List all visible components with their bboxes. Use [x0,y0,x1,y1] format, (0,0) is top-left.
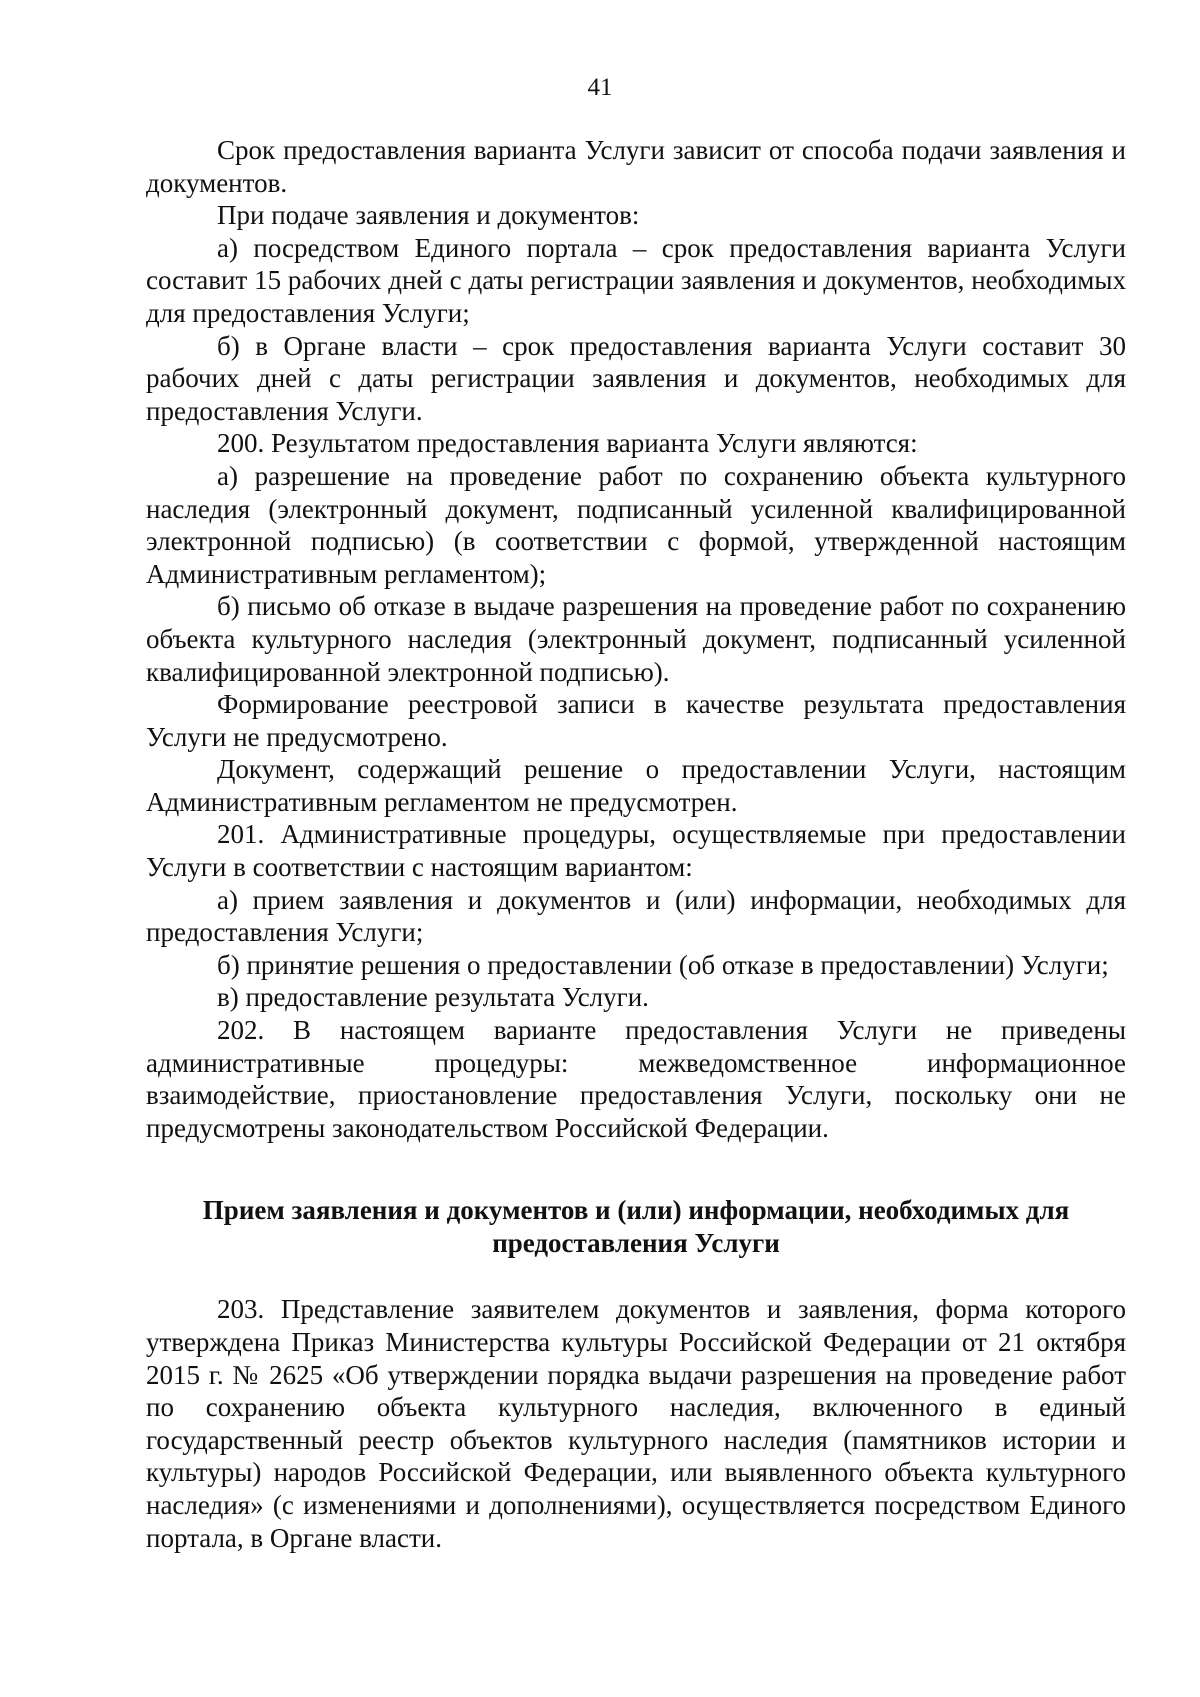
paragraph-200-b: б) письмо об отказе в выдаче разрешения на проведение работ по сохранению объекта культурного наследия (электронный документ, подписанный усиленной квалифицированной электронной подписью). [146,591,1126,687]
document-body [146,134,1126,1554]
paragraph-decision-document: Документ, содержащий решение о предоставлении Услуги, настоящим Административным регламентом не предусмотрен. [146,754,1126,817]
paragraph-202: 202. В настоящем варианте предоставления Услуги не приведены административные процедуры: межведомственное информационное взаимодействие, приостановление предоставления Услуги, поскольку они не предусмотрены законодательством Российской Федерации. [146,1015,1126,1143]
paragraph-201: 201. Административные процедуры, осуществляемые при предоставлении Услуги в соответствии с настоящим вариантом: [146,819,1126,883]
paragraph-submission-intro: При подаче заявления и документов: [217,200,640,231]
paragraph-portal-term: а) посредством Единого портала – срок предоставления варианта Услуги составит 15 рабочих дней с даты регистрации заявления и документов, необходимых для предоставления Услуги; [146,232,1126,328]
paragraph-registry-record: Формирование реестровой записи в качестве результата предоставления Услуги не предусмотрено. [146,689,1126,752]
paragraph-203: 203. Представление заявителем документов и заявления, форма которого утверждена Приказ Министерства культуры Российской Федерации от 21 октября 2015 г. № 2625 «Об утверждении порядка выдачи разрешения на проведение работ по сохранению объекта культурного наследия, включенного в единый государственный реестр объектов культурного наследия (памятников истории и культуры) народов Российской Федерации, или выявленного объекта культурного наследия» (с изменениями и дополнениями), осуществляется посредством Единого портала, в Органе власти. [146,1294,1126,1553]
paragraph-201-b: б) принятие решения о предоставлении (об отказе в предоставлении) Услуги; [217,949,1109,980]
paragraph-term-dependence: Срок предоставления варианта Услуги зависит от способа подачи заявления и документов. [146,135,1126,198]
paragraph-201-a: а) прием заявления и документов и (или) информации, необходимых для предоставления Услуги; [146,884,1126,948]
page-number: 41 [587,74,613,101]
paragraph-authority-term: б) в Органе власти – срок предоставления варианта Услуги составит 30 рабочих дней с даты регистрации заявления и документов, необходимых для предоставления Услуги. [146,330,1126,426]
section-heading: Прием заявления и документов и (или) информации, необходимых для предоставления Услуги [202,1195,1070,1259]
paragraph-201-c: в) предоставление результата Услуги. [217,982,649,1013]
paragraph-200-a: а) разрешение на проведение работ по сохранению объекта культурного наследия (электронный документ, подписанный усиленной квалифицированной электронной подписью) (в соответствии с формой, утвержденной настоящим Административным регламентом); [146,460,1126,589]
paragraph-200: 200. Результатом предоставления варианта Услуги являются: [217,428,918,459]
